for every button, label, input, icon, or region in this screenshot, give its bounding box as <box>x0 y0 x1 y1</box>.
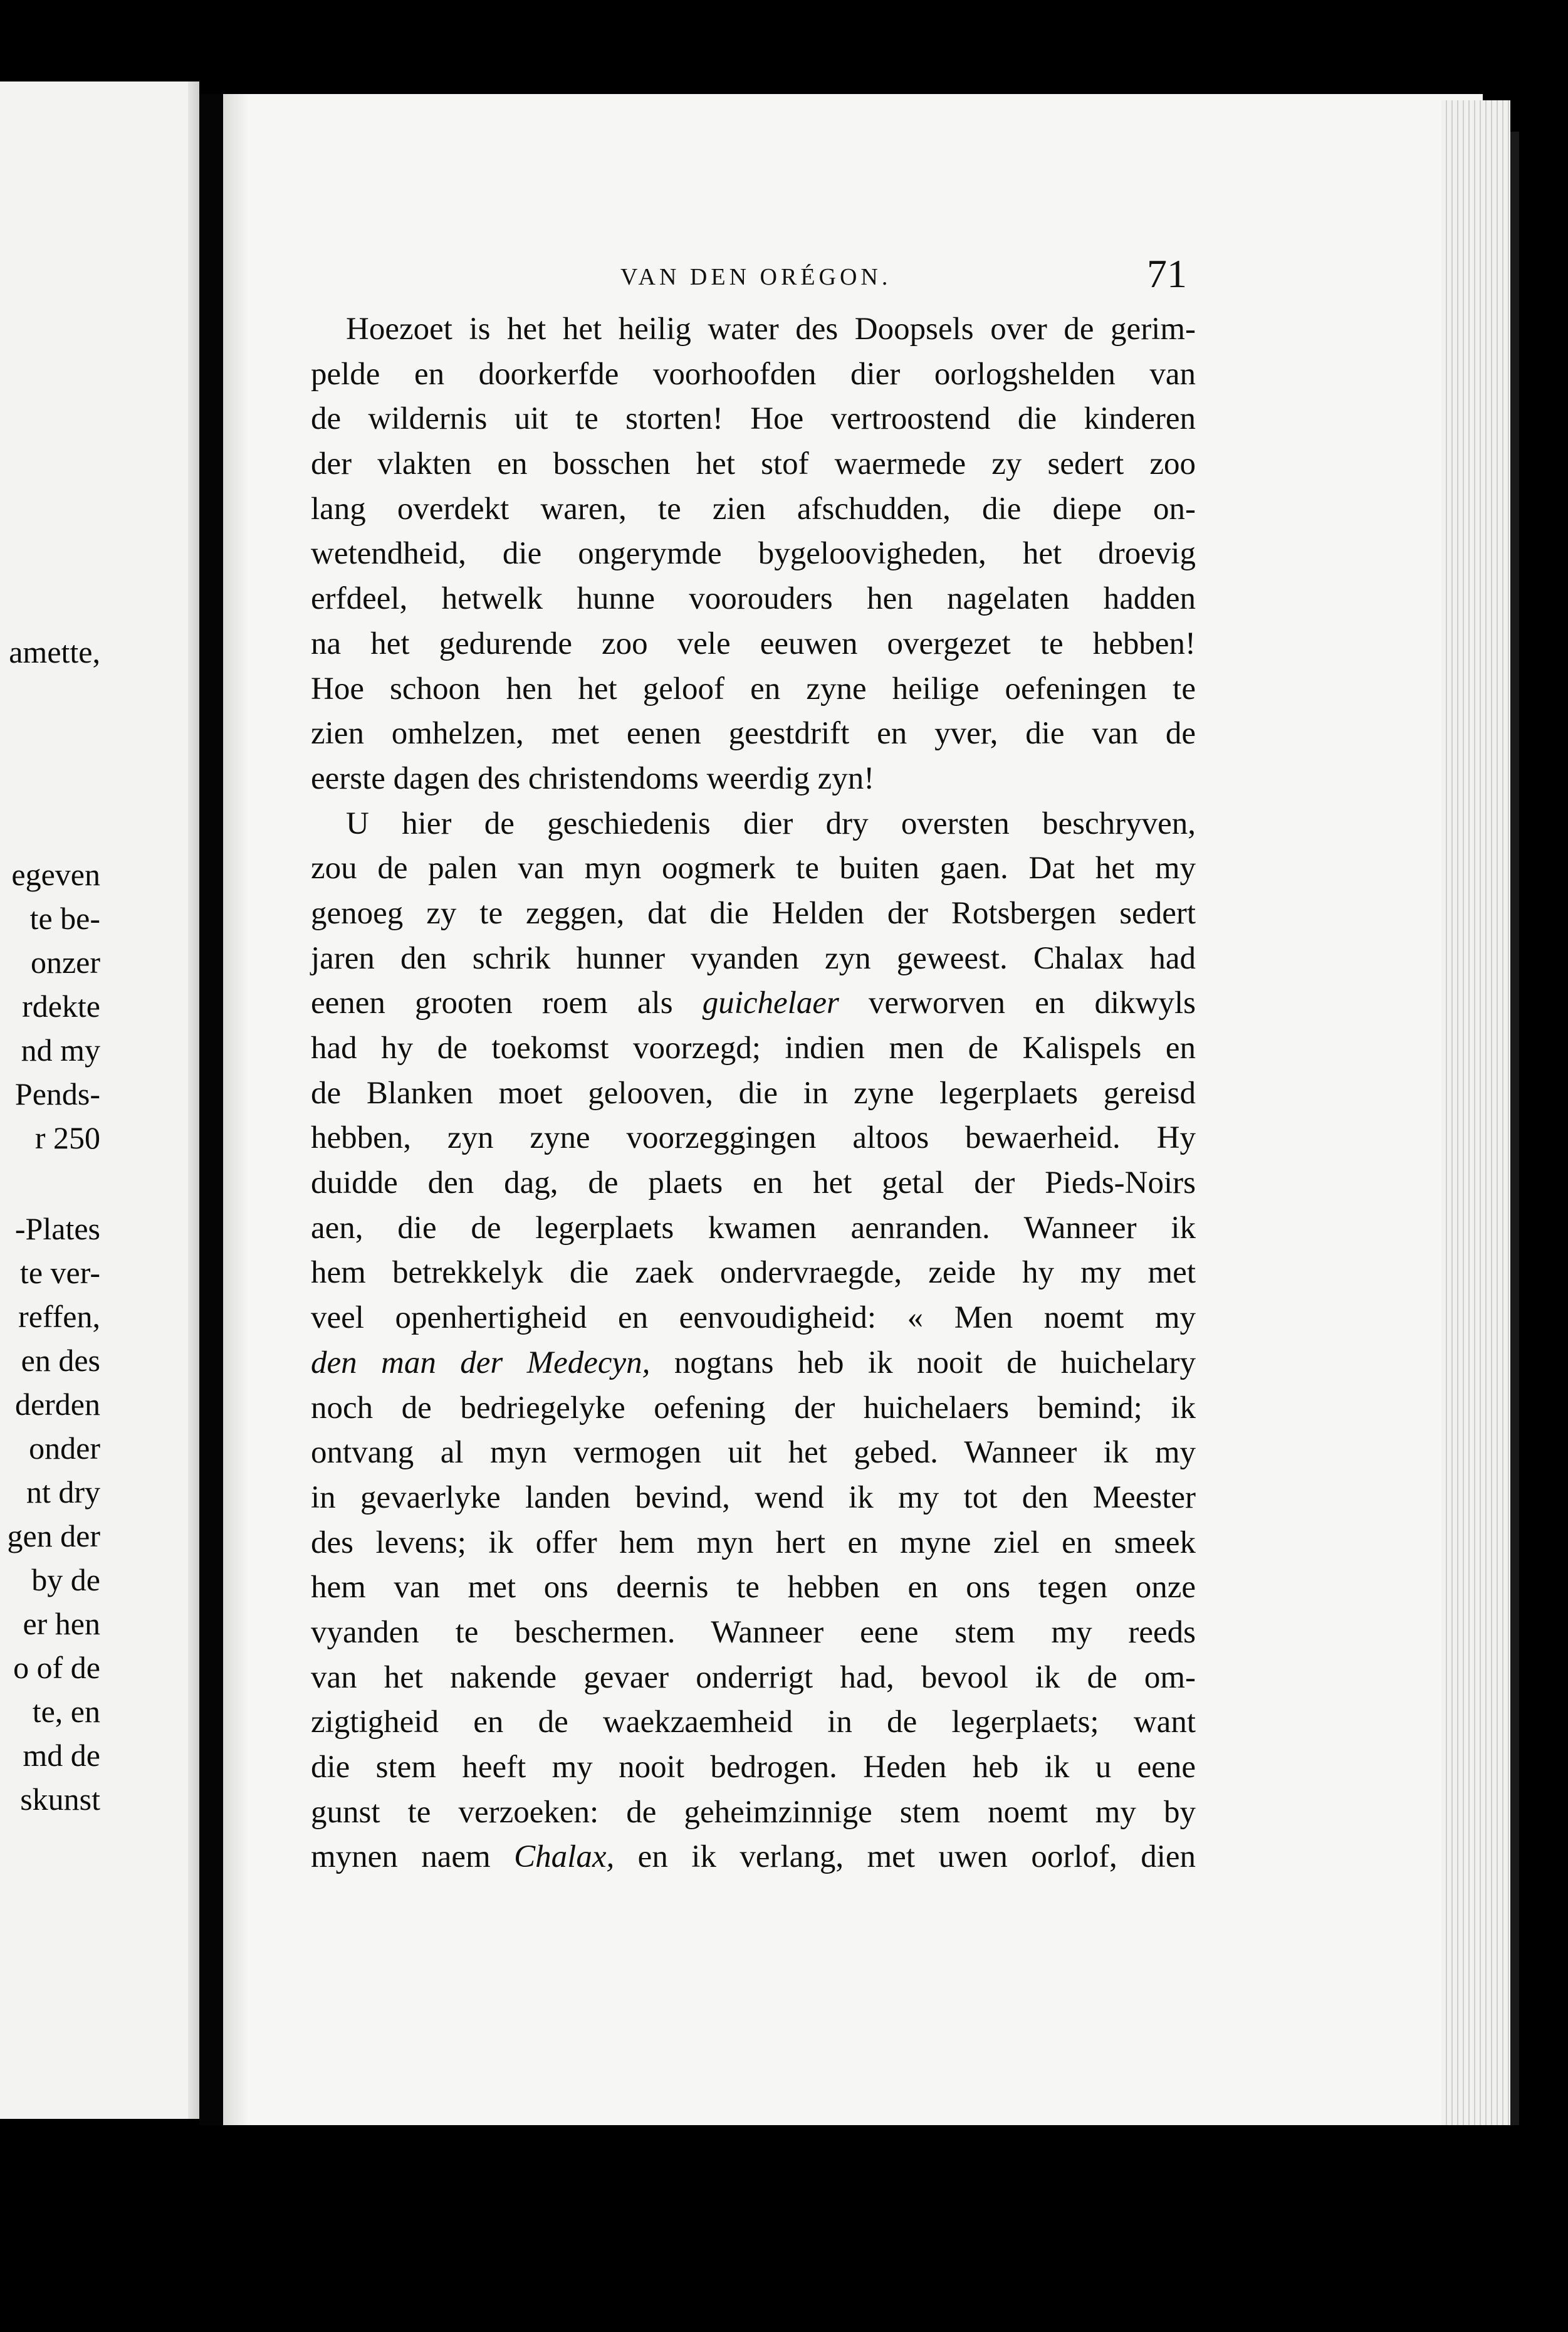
body-text <box>311 307 1196 1880</box>
text-line: veel openhertigheid en eenvoudigheid: « Men noemt my <box>311 1300 1196 1336</box>
text-line: hebben, zyn zyne voorzeggingen altoos bewaerheid. Hy <box>311 1120 1196 1156</box>
left-page-line: by de <box>31 1562 100 1597</box>
page-fore-edge-shadow <box>1510 132 1519 2125</box>
left-page-line: -Plates <box>14 1211 100 1246</box>
text-line: pelde en doorkerfde voorhoofden dier oorlogshelden van <box>311 356 1196 392</box>
text-line: wetendheid, die ongerymde bygeloovigheden, het droevig <box>311 536 1196 572</box>
left-gutter-shadow <box>188 81 199 2119</box>
text-line: U hier de geschiedenis dier dry oversten beschryven, <box>346 806 1196 841</box>
text-line: na het gedurende zoo vele eeuwen overgezet te hebben! <box>311 626 1196 661</box>
text-line: in gevaerlyke landen bevind, wend ik my tot den Meester <box>311 1479 1196 1515</box>
left-page-line: skunst <box>20 1782 100 1817</box>
left-page-line: md de <box>23 1738 100 1773</box>
text-line: eerste dagen des christendoms weerdig zyn! <box>311 760 875 796</box>
left-page-line: er hen <box>23 1606 100 1641</box>
text-line: die stem heeft my nooit bedrogen. Heden heb ik u eene <box>311 1750 1196 1785</box>
left-page-line: onzer <box>30 945 100 980</box>
left-page-line: nt dry <box>26 1474 100 1510</box>
page-fore-edge <box>1441 100 1510 2125</box>
left-page-line: te ver- <box>19 1255 100 1290</box>
text-line: Hoe schoon hen het geloof en zyne heilige oefeningen te <box>311 671 1196 706</box>
text-line: hem betrekkelyk die zaek ondervraegde, zeide hy my met <box>311 1255 1196 1291</box>
text-line: vyanden te beschermen. Wanneer eene stem my reeds <box>311 1614 1196 1650</box>
left-page-line: r 250 <box>34 1120 100 1155</box>
text-line: jaren den schrik hunner vyanden zyn geweest. Chalax had <box>311 940 1196 976</box>
left-page-line: rdekte <box>22 989 100 1024</box>
left-page-line: derden <box>14 1387 100 1422</box>
text-line: Hoezoet is het het heilig water des Doopsels over de gerim- <box>346 312 1196 347</box>
left-page-line: Pends- <box>14 1076 100 1111</box>
text-line: gunst te verzoeken: de geheimzinnige stem noemt my by <box>311 1794 1196 1830</box>
page-number: 71 <box>1147 251 1187 296</box>
text-line: ontvang al myn vermogen uit het gebed. Wanneer ik my <box>311 1435 1196 1471</box>
text-line: mynen naem Chalax, en ik verlang, met uwen oorlof, dien <box>311 1839 1196 1875</box>
text-line: genoeg zy te zeggen, dat die Helden der Rotsbergen sedert <box>311 895 1196 931</box>
left-page-line: onder <box>29 1431 100 1466</box>
text-line: lang overdekt waren, te zien afschudden, die diepe on- <box>311 491 1196 527</box>
left-page-line: te, en <box>32 1694 100 1729</box>
paragraph-2 <box>311 802 1196 1881</box>
book-spine <box>199 94 226 2125</box>
left-page-fragment <box>0 81 199 2119</box>
text-line: den man der Medecyn, nogtans heb ik nooit de huichelary <box>311 1345 1196 1380</box>
text-line: zou de palen van myn oogmerk te buiten gaen. Dat het my <box>311 851 1196 886</box>
left-page-line: en des <box>21 1343 100 1378</box>
text-line: de wildernis uit te storten! Hoe vertroostend die kinderen <box>311 401 1196 437</box>
text-line: had hy de toekomst voorzegd; indien men de Kalispels en <box>311 1031 1196 1066</box>
left-page-line: te be- <box>29 901 100 936</box>
text-line: der vlakten en bosschen het stof waermede zy sedert zoo <box>311 446 1196 482</box>
left-page-line: gen der <box>7 1518 100 1553</box>
text-line: zien omhelzen, met eenen geestdrift en yver, die van de <box>311 716 1196 752</box>
paragraph-1 <box>311 307 1196 802</box>
text-line: duidde den dag, de plaets en het getal der Pieds-Noirs <box>311 1165 1196 1201</box>
text-line: erfdeel, hetwelk hunne voorouders hen nagelaten hadden <box>311 581 1196 617</box>
text-line: noch de bedriegelyke oefening der huichelaers bemind; ik <box>311 1390 1196 1426</box>
left-page-line: egeven <box>11 857 100 892</box>
text-line: des levens; ik offer hem myn hert en myne ziel en smeek <box>311 1525 1196 1560</box>
left-page-line: nd my <box>21 1032 100 1068</box>
text-line: eenen grooten roem als guichelaer verworven en dikwyls <box>311 985 1196 1021</box>
running-head: VAN DEN ORÉGON. <box>620 264 892 290</box>
text-line: hem van met ons deernis te hebben en ons tegen onze <box>311 1570 1196 1605</box>
text-line: aen, die de legerplaets kwamen aenranden. Wanneer ik <box>311 1210 1196 1246</box>
page-gutter-shade <box>223 94 248 2125</box>
left-page-line: amette, <box>9 634 100 670</box>
left-page-line: o of de <box>13 1650 100 1685</box>
text-line: zigtigheid en de waekzaemheid in de legerplaets; want <box>311 1704 1196 1740</box>
text-line: de Blanken moet gelooven, die in zyne legerplaets gereisd <box>311 1075 1196 1111</box>
text-line: van het nakende gevaer onderrigt had, bevool ik de om- <box>311 1659 1196 1695</box>
left-page-line: reffen, <box>18 1299 100 1334</box>
